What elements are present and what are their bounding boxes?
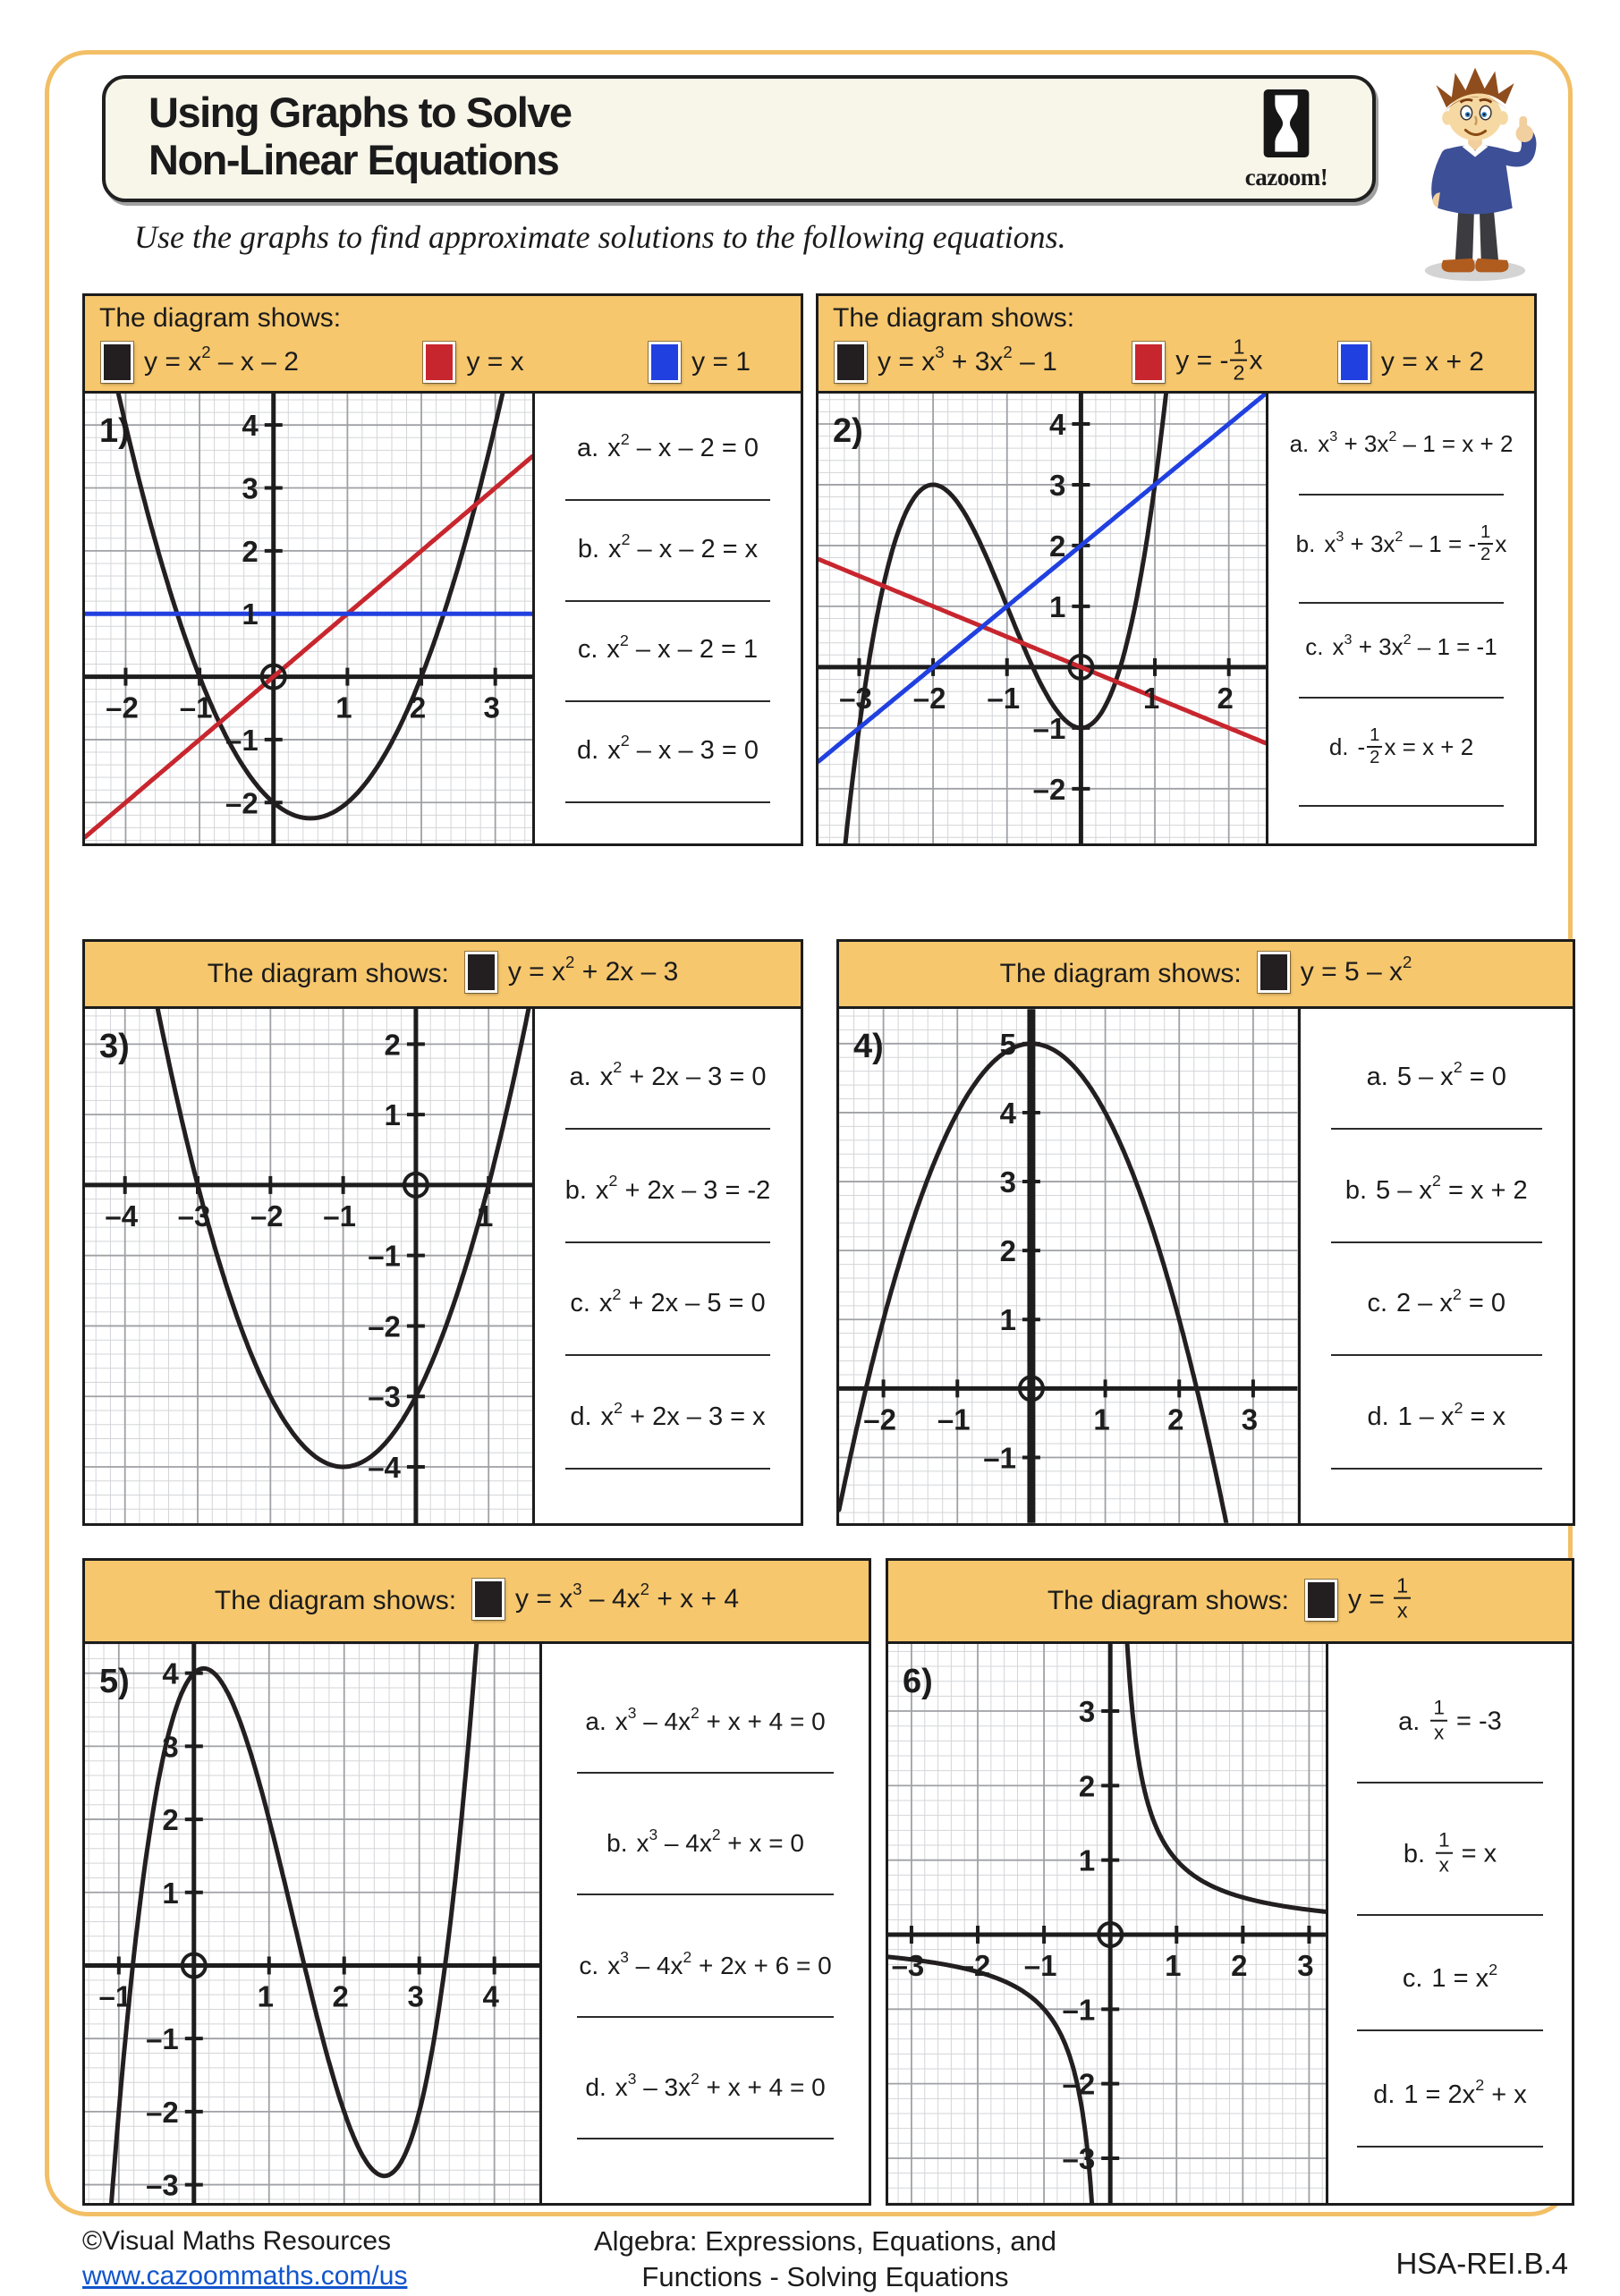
- copyright-text: ©Visual Maths Resources: [82, 2226, 392, 2256]
- question-equation: d. $x^2 + 2x - 3 = x$: [570, 1398, 766, 1432]
- answer-line[interactable]: [565, 1354, 770, 1356]
- question-equation: b. $5 - x^2 = x + 2$: [1344, 1172, 1528, 1205]
- question-equation: a. $x^2 - x - 2 = 0$: [577, 430, 759, 463]
- svg-text:3: 3: [483, 690, 500, 724]
- question-item: [553, 1947, 858, 2018]
- answer-line[interactable]: [577, 1772, 833, 1774]
- problem-2-legend: [833, 337, 1520, 387]
- legend-item: [101, 342, 299, 383]
- question-item: [546, 1172, 790, 1243]
- question-equation: d. $x^2 - x - 3 = 0$: [577, 732, 759, 765]
- question-item: [1339, 1699, 1561, 1783]
- question-item: [1311, 1285, 1563, 1356]
- question-equation: b. $x^3 + 3x^2 - 1$ = - $\frac{1}{2}$ x: [1295, 521, 1507, 564]
- legend-equation: $y = x^3 - 4x^2 + x + 4$: [515, 1579, 740, 1614]
- svg-text:2: 2: [409, 690, 427, 724]
- question-equation: b. $x^2 - x - 2 = x$: [577, 530, 759, 563]
- question-equation: a. $x^2 + 2x - 3 = 0$: [569, 1058, 767, 1091]
- svg-text:6): 6): [902, 1663, 933, 1701]
- legend-equation: $y = x^3 + 3x^2 - 1$: [878, 343, 1057, 377]
- problem-4-questions: [1298, 1009, 1573, 1523]
- problem-box-5: [82, 1558, 871, 2206]
- svg-text:–1: –1: [323, 1199, 356, 1233]
- problem-2-graph: [818, 394, 1266, 843]
- question-item: [1311, 1058, 1563, 1130]
- answer-line[interactable]: [1331, 1468, 1542, 1470]
- svg-text:5): 5): [99, 1663, 130, 1700]
- problem-4-header: [839, 942, 1573, 1009]
- problem-6-graph: [888, 1644, 1326, 2203]
- svg-text:–1: –1: [987, 681, 1021, 715]
- title-box: [102, 75, 1376, 202]
- svg-text:3: 3: [407, 1979, 424, 2013]
- answer-line[interactable]: [1331, 1354, 1542, 1356]
- svg-text:–1: –1: [146, 2022, 179, 2056]
- question-item: [553, 1703, 858, 1774]
- svg-text:2: 2: [1049, 529, 1066, 563]
- answer-line[interactable]: [1299, 805, 1504, 807]
- svg-text:2: 2: [384, 1028, 401, 1062]
- svg-text:–2: –2: [250, 1199, 284, 1233]
- footer: [82, 2224, 1568, 2293]
- problem-2-questions: [1266, 394, 1534, 843]
- svg-text:–1: –1: [368, 1239, 401, 1273]
- website-link[interactable]: www.cazoommaths.com/us: [82, 2261, 408, 2291]
- question-equation: d. $1 = 2x^2 + x$: [1373, 2076, 1527, 2109]
- svg-text:–2: –2: [146, 2095, 179, 2129]
- footer-subject-line2: Functions - Solving Equations: [641, 2261, 1009, 2293]
- answer-line[interactable]: [577, 1894, 833, 1895]
- problem-3-legend: [465, 952, 678, 997]
- problem-4-graph: [839, 1009, 1298, 1523]
- legend-swatch: [1132, 342, 1165, 383]
- legend-equation: y = x + 2: [1380, 347, 1484, 377]
- legend-equation: $y = x^2 - x - 2$: [144, 343, 299, 377]
- answer-line[interactable]: [1299, 602, 1504, 604]
- problem-box-1: [82, 293, 803, 846]
- svg-text:2): 2): [833, 412, 863, 450]
- answer-line[interactable]: [1357, 2146, 1543, 2148]
- problem-5-graph: [85, 1644, 539, 2203]
- svg-text:1: 1: [335, 690, 352, 724]
- question-equation: a. $5 - x^2 = 0$: [1366, 1058, 1506, 1091]
- legend-swatch: [465, 952, 497, 993]
- problem-1-graph: [85, 394, 532, 843]
- svg-text:3: 3: [1078, 1695, 1096, 1729]
- svg-text:3: 3: [1297, 1948, 1314, 1982]
- question-item: [546, 530, 790, 602]
- legend-swatch: [1258, 952, 1290, 993]
- problem-5-legend: [472, 1579, 739, 1624]
- legend-item: [1258, 952, 1412, 993]
- legend-item: [472, 1579, 739, 1620]
- answer-line[interactable]: [1299, 494, 1504, 496]
- diagram-shows-label: The diagram shows:: [99, 303, 342, 333]
- answer-line[interactable]: [1331, 1241, 1542, 1243]
- question-item: [1339, 1829, 1561, 1916]
- svg-text:1: 1: [1093, 1402, 1110, 1436]
- svg-text:2: 2: [1078, 1769, 1096, 1803]
- problem-3-header: [85, 942, 801, 1009]
- question-item: [1339, 2076, 1561, 2148]
- legend-item: [835, 342, 1057, 383]
- svg-text:3: 3: [1049, 468, 1066, 502]
- svg-text:–2: –2: [1032, 772, 1066, 806]
- problem-1-questions: [532, 394, 801, 843]
- answer-line[interactable]: [1357, 1782, 1543, 1783]
- svg-text:–1: –1: [983, 1441, 1016, 1475]
- svg-text:–2: –2: [368, 1309, 401, 1343]
- svg-text:1: 1: [1078, 1843, 1096, 1877]
- answer-line[interactable]: [1299, 697, 1504, 699]
- svg-text:–4: –4: [105, 1199, 139, 1233]
- legend-equation: $y = 5 - x^2$: [1300, 952, 1412, 987]
- problem-1-header: [85, 296, 801, 394]
- problem-box-2: [816, 293, 1537, 846]
- svg-text:–1: –1: [1062, 1993, 1096, 2027]
- svg-text:–1: –1: [98, 1979, 132, 2013]
- question-equation: a. $x^3 - 4x^2 + x + 4 = 0$: [585, 1703, 826, 1735]
- question-equation: d. - $\frac{1}{2}$ x = x + 2: [1328, 724, 1474, 767]
- legend-equation: y = - $\frac{1}{2}$ x: [1175, 335, 1263, 385]
- svg-text:–3: –3: [177, 1199, 211, 1233]
- question-equation: d. $x^3 - 3x^2 + x + 4 = 0$: [585, 2070, 826, 2102]
- answer-line[interactable]: [565, 600, 770, 602]
- diagram-shows-label: The diagram shows:: [207, 959, 449, 988]
- question-item: [1279, 521, 1523, 605]
- svg-text:4: 4: [1049, 407, 1066, 441]
- svg-text:2: 2: [1217, 681, 1234, 715]
- svg-text:4: 4: [162, 1656, 179, 1690]
- answer-line[interactable]: [565, 499, 770, 501]
- answer-line[interactable]: [577, 2138, 833, 2139]
- legend-swatch: [1305, 1580, 1337, 1621]
- problem-4-legend: [1258, 952, 1412, 997]
- question-item: [546, 430, 790, 501]
- svg-text:–1: –1: [1032, 711, 1066, 745]
- problem-box-6: [886, 1558, 1574, 2206]
- svg-text:5: 5: [999, 1027, 1016, 1061]
- svg-text:3: 3: [242, 471, 259, 505]
- instruction-text: Use the graphs to find approximate solutions to the following equations.: [134, 219, 1066, 255]
- svg-text:–2: –2: [1062, 2067, 1096, 2101]
- legend-item: [1132, 335, 1263, 385]
- problem-5-header: [85, 1561, 869, 1644]
- legend-item: [1305, 1573, 1412, 1624]
- question-equation: a. $\frac{1}{x}$ = -3: [1398, 1697, 1502, 1744]
- answer-line[interactable]: [565, 1241, 770, 1243]
- question-item: [1279, 724, 1523, 808]
- diagram-shows-label: The diagram shows:: [999, 959, 1242, 988]
- svg-text:–2: –2: [912, 681, 946, 715]
- legend-swatch: [1338, 342, 1370, 383]
- svg-text:4: 4: [242, 409, 259, 443]
- question-equation: c. $x^2 + 2x - 5 = 0$: [570, 1285, 766, 1318]
- footer-subject: [594, 2224, 1056, 2296]
- question-equation: a. $x^3 + 3x^2 - 1 = x + 2$: [1289, 428, 1514, 457]
- question-item: [546, 631, 790, 702]
- svg-text:1: 1: [384, 1098, 401, 1132]
- problem-1-legend: [99, 337, 786, 387]
- svg-text:3: 3: [999, 1165, 1016, 1199]
- svg-text:1: 1: [477, 1199, 494, 1233]
- question-equation: c. $1 = x^2$: [1402, 1960, 1498, 1994]
- question-item: [553, 2070, 858, 2139]
- problem-6-header: [888, 1561, 1572, 1644]
- svg-text:1): 1): [99, 412, 130, 450]
- question-item: [1279, 430, 1523, 496]
- question-equation: c. $2 - x^2 = 0$: [1367, 1285, 1506, 1318]
- problem-6-legend: [1305, 1573, 1412, 1626]
- svg-text:–3: –3: [368, 1380, 401, 1414]
- legend-swatch: [835, 342, 867, 383]
- svg-text:–3: –3: [891, 1948, 925, 1982]
- question-equation: b. $x^2 + 2x - 3 = -2$: [564, 1172, 771, 1205]
- question-equation: c. $x^2 - x - 2 = 1$: [577, 631, 759, 665]
- svg-text:–2: –2: [863, 1402, 896, 1436]
- svg-text:1: 1: [1165, 1948, 1182, 1982]
- svg-text:1: 1: [257, 1979, 274, 2013]
- svg-text:1: 1: [162, 1876, 179, 1910]
- mascot-illustration: [1389, 59, 1561, 284]
- question-item: [546, 1058, 790, 1130]
- svg-text:3): 3): [99, 1028, 130, 1065]
- answer-line[interactable]: [565, 1468, 770, 1470]
- answer-line[interactable]: [1357, 1914, 1543, 1916]
- answer-line[interactable]: [1357, 2029, 1543, 2031]
- answer-line[interactable]: [565, 1128, 770, 1130]
- svg-text:2: 2: [242, 534, 259, 568]
- question-item: [553, 1826, 858, 1895]
- page-title-line1: Using Graphs to Solve: [148, 89, 572, 136]
- svg-text:2: 2: [332, 1979, 349, 2013]
- legend-item: [1338, 342, 1484, 383]
- question-equation: d. $1 - x^2 = x$: [1367, 1398, 1506, 1432]
- answer-line[interactable]: [1331, 1128, 1542, 1130]
- problem-3-graph: [85, 1009, 532, 1523]
- page-title-line2: Non-Linear Equations: [148, 135, 559, 183]
- svg-text:3: 3: [162, 1730, 179, 1764]
- legend-swatch: [649, 342, 681, 383]
- question-item: [1339, 1960, 1561, 2031]
- svg-text:1: 1: [1142, 681, 1160, 715]
- cazoom-logo-icon: [1262, 89, 1310, 157]
- footer-subject-line1: Algebra: Expressions, Equations, and: [594, 2225, 1056, 2257]
- legend-item: [649, 342, 751, 383]
- svg-text:1: 1: [999, 1303, 1016, 1337]
- question-item: [1311, 1398, 1563, 1470]
- answer-line[interactable]: [565, 801, 770, 803]
- question-item: [546, 1398, 790, 1470]
- question-item: [1279, 633, 1523, 699]
- question-item: [546, 732, 790, 803]
- svg-text:–3: –3: [1062, 2141, 1096, 2175]
- cazoom-logo: [1224, 89, 1349, 191]
- svg-text:–1: –1: [225, 723, 259, 757]
- legend-equation: y = 1: [691, 347, 751, 377]
- svg-text:–1: –1: [937, 1402, 971, 1436]
- question-equation: b. $x^3 - 4x^2 + x = 0$: [606, 1826, 804, 1858]
- legend-swatch: [472, 1579, 505, 1620]
- svg-text:4): 4): [852, 1028, 884, 1066]
- answer-line[interactable]: [577, 2016, 833, 2018]
- diagram-shows-label: The diagram shows:: [214, 1586, 457, 1615]
- question-equation: b. $\frac{1}{x}$ = x: [1403, 1829, 1497, 1877]
- svg-text:4: 4: [999, 1096, 1016, 1130]
- legend-swatch: [423, 342, 455, 383]
- page-title: [106, 79, 1372, 183]
- svg-text:–3: –3: [839, 681, 872, 715]
- legend-equation: y = x: [466, 347, 524, 377]
- answer-line[interactable]: [565, 700, 770, 702]
- problem-6-questions: [1326, 1644, 1572, 2203]
- problem-2-header: [818, 296, 1534, 394]
- svg-text:–1: –1: [179, 690, 213, 724]
- problem-box-4: [836, 939, 1575, 1526]
- question-item: [1311, 1172, 1563, 1243]
- svg-text:–3: –3: [146, 2168, 179, 2202]
- svg-text:1: 1: [242, 597, 259, 631]
- diagram-shows-label: The diagram shows:: [1047, 1586, 1289, 1615]
- svg-text:2: 2: [1231, 1948, 1248, 1982]
- svg-text:2: 2: [1167, 1402, 1184, 1436]
- diagram-shows-label: The diagram shows:: [833, 303, 1075, 333]
- svg-text:2: 2: [999, 1234, 1016, 1268]
- legend-swatch: [101, 342, 133, 383]
- svg-text:–2: –2: [225, 786, 259, 820]
- svg-text:–4: –4: [368, 1450, 401, 1484]
- question-equation: c. $x^3 + 3x^2 - 1 = -1$: [1305, 631, 1497, 660]
- svg-text:–2: –2: [957, 1948, 991, 1982]
- problem-5-questions: [539, 1644, 869, 2203]
- svg-text:4: 4: [482, 1979, 499, 2013]
- svg-text:1: 1: [1049, 589, 1066, 623]
- legend-item: [423, 342, 523, 383]
- svg-text:–2: –2: [106, 690, 139, 724]
- legend-equation: $y = x^2 + 2x - 3$: [507, 952, 679, 987]
- legend-item: [465, 952, 678, 993]
- problem-3-questions: [532, 1009, 801, 1523]
- svg-text:–1: –1: [1023, 1948, 1057, 1982]
- svg-text:2: 2: [162, 1803, 179, 1837]
- legend-equation: y = $\frac{1}{x}$: [1348, 1577, 1412, 1624]
- svg-text:3: 3: [1241, 1402, 1259, 1436]
- cazoom-logo-text: cazoom!: [1244, 164, 1328, 191]
- question-item: [546, 1285, 790, 1356]
- problem-box-3: [82, 939, 803, 1526]
- question-equation: c. $x^3 - 4x^2 + 2x + 6 = 0$: [579, 1947, 832, 1979]
- standard-code: HSA-REI.B.4: [1395, 2247, 1568, 2280]
